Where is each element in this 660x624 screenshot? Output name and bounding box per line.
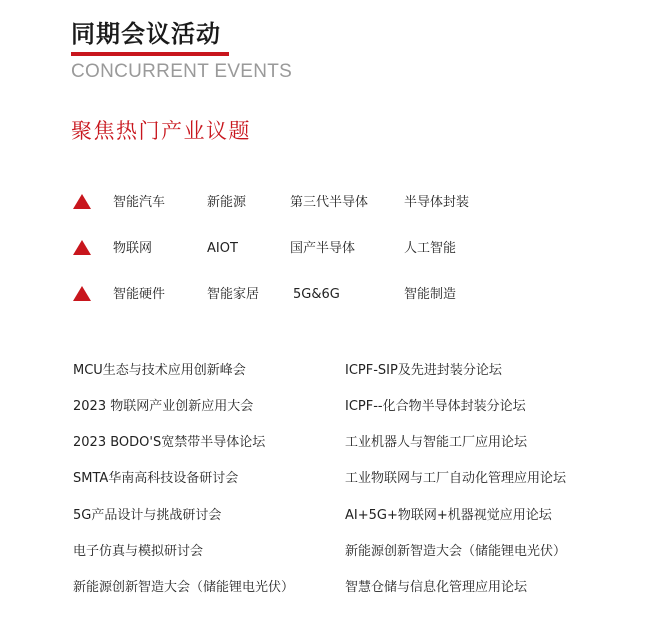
focus-topics-heading: 聚焦热门产业议题 — [71, 119, 251, 143]
title-underline — [71, 52, 229, 56]
event-item: SMTA华南高科技设备研讨会 — [73, 471, 239, 486]
topic-row-2 — [0, 238, 660, 260]
event-item: AI+5G+物联网+机器视觉应用论坛 — [345, 508, 552, 523]
section-title-cn: 同期会议活动 — [71, 20, 221, 48]
topic-row-3 — [0, 284, 660, 306]
topic-item: 物联网 — [113, 241, 153, 256]
section-title-en: CONCURRENT EVENTS — [71, 61, 293, 82]
topic-item: 人工智能 — [404, 241, 457, 256]
triangle-bullet-icon — [73, 286, 91, 301]
event-item: MCU生态与技术应用创新峰会 — [73, 363, 246, 378]
event-item: 新能源创新智造大会（储能锂电光伏） — [73, 580, 295, 595]
triangle-bullet-icon — [73, 240, 91, 255]
event-item: 工业物联网与工厂自动化管理应用论坛 — [345, 471, 567, 486]
topic-item: 半导体封装 — [404, 195, 470, 210]
triangle-bullet-icon — [73, 194, 91, 209]
event-item: 2023 BODO'S宽禁带半导体论坛 — [73, 435, 266, 450]
event-item: ICPF-SIP及先进封装分论坛 — [345, 363, 502, 378]
topic-item: 新能源 — [207, 195, 247, 210]
topic-item: 智能家居 — [207, 287, 260, 302]
topic-item: 国产半导体 — [290, 241, 356, 256]
topic-item: 智能制造 — [404, 287, 457, 302]
topic-item: AIOT — [207, 241, 238, 256]
event-item: 电子仿真与模拟研讨会 — [73, 544, 204, 559]
event-item: 5G产品设计与挑战研讨会 — [73, 508, 222, 523]
topic-item: 智能汽车 — [113, 195, 166, 210]
event-item: 新能源创新智造大会（储能锂电光伏） — [345, 544, 567, 559]
event-item: 工业机器人与智能工厂应用论坛 — [345, 435, 528, 450]
event-item: ICPF--化合物半导体封装分论坛 — [345, 399, 526, 414]
topic-row-1 — [0, 192, 660, 214]
event-item: 2023 物联网产业创新应用大会 — [73, 399, 254, 414]
topic-item: 第三代半导体 — [290, 195, 369, 210]
topic-item: 智能硬件 — [113, 287, 166, 302]
topic-item: 5G&6G — [293, 287, 340, 302]
event-item: 智慧仓储与信息化管理应用论坛 — [345, 580, 528, 595]
